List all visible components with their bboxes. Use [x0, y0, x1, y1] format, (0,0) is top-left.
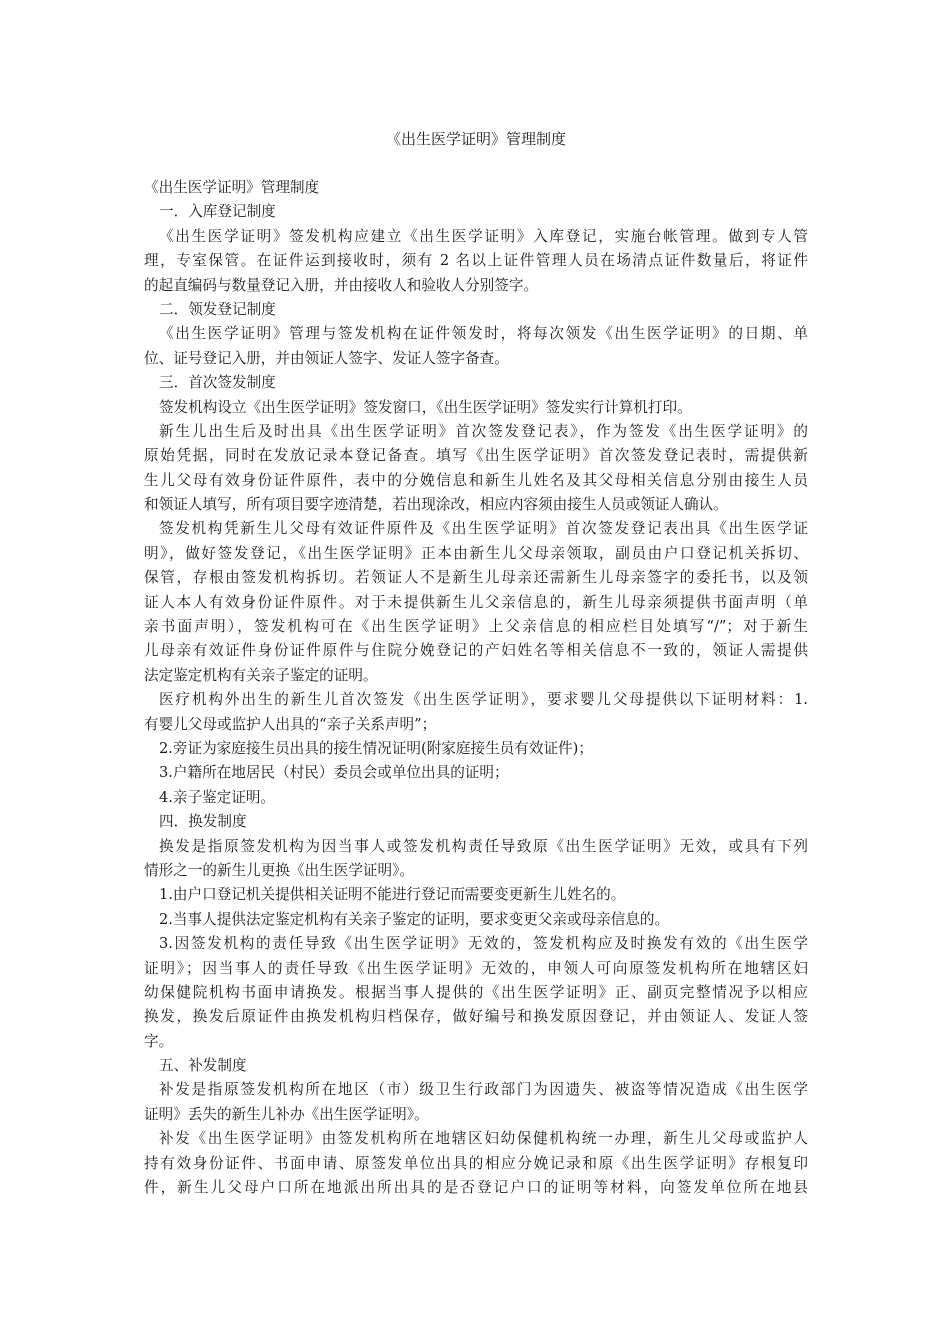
text-line: 签发机构设立《出生医学证明》签发窗口，《出生医学证明》签发实行计算机打印。: [159, 398, 692, 416]
text-line: 《出生医学证明》签发机构应建立《出生医学证明》入库登记，实施台帐管理。做到专人管: [159, 227, 808, 245]
text-line: 情形之一的新生儿更换《出生医学证明》。: [144, 861, 414, 879]
text-line: 1.由户口登记机关提供相关证明不能进行登记而需要变更新生儿姓名的。: [159, 886, 626, 904]
text-line: 原始凭据，同时在发放记录本登记备查。填写《出生医学证明》首次签发登记表时，需提供新: [144, 447, 808, 465]
text-line: 一．入库登记制度: [159, 203, 276, 221]
text-line: 法定鉴定机构有关亲子鉴定的证明。: [144, 666, 378, 684]
text-line: 补发《出生医学证明》由签发机构所在地辖区妇幼保健机构统一办理，新生儿父母或监护人: [159, 1130, 808, 1148]
text-line: 理，专室保管。在证件运到接收时，须有 2 名以上证件管理人员在场清点证件数量后，将证件: [144, 252, 808, 270]
text-line: 换发，换发后原证件由换发机构归档保存，做好编号和换发原因登记，并由领证人、发证人签: [144, 1008, 808, 1026]
text-line: 字。: [144, 1032, 174, 1050]
document-title: 《出生医学证明》管理制度: [385, 130, 566, 148]
text-line: 证明》；因当事人的责任导致《出生医学证明》无效的，申领人可向原签发机构所在地辖区妇: [144, 959, 808, 977]
text-line: 《出生医学证明》管理与签发机构在证件领发时，将每次领发《出生医学证明》的日期、单: [159, 325, 808, 343]
text-line: 位、证号登记入册，并由领证人签字、发证人签字备查。: [144, 349, 509, 367]
text-line: 二．领发登记制度: [159, 300, 276, 318]
text-line: 换发是指原签发机构为因当事人或签发机构责任导致原《出生医学证明》无效，或具有下列: [159, 837, 808, 855]
text-line: 证人本人有效身份证件原件。对于未提供新生儿父亲信息的，新生儿母亲须提供书面声明（单: [144, 593, 808, 611]
text-line: 3.户籍所在地居民（村民）委员会或单位出具的证明；: [159, 764, 509, 782]
text-line: 《出生医学证明》管理制度: [144, 179, 320, 196]
text-line: 幼保健院机构书面申请换发。根据当事人提供的《出生医学证明》正、副页完整情况予以相应: [144, 983, 808, 1001]
text-line: 五、补发制度: [159, 1057, 247, 1075]
text-line: 生儿父母有效身份证件原件，表中的分娩信息和新生儿姓名及其父母相关信息分别由接生人员: [144, 471, 808, 489]
text-line: 和领证人填写，所有项目要字迹清楚，若出现涂改，相应内容须由接生人员或领证人确认。: [144, 496, 728, 514]
text-line: 四．换发制度: [159, 813, 247, 831]
text-line: 保管，存根由签发机构拆切。若领证人不是新生儿母亲还需新生儿母亲签字的委托书，以及领: [144, 569, 808, 587]
text-line: 儿母亲有效证件身份证件原件与住院分娩登记的产妇姓名等相关信息不一致的，领证人需提供: [144, 642, 808, 660]
text-line: 签发机构凭新生儿父母有效证件原件及《出生医学证明》首次签发登记表出具《出生医学证: [159, 520, 808, 538]
text-line: 的起直编码与数量登记入册，并由接收人和验收人分别签字。: [144, 276, 539, 294]
text-line: 2.当事人提供法定鉴定机构有关亲子鉴定的证明，要求变更父亲或母亲信息的。: [159, 910, 670, 928]
text-line: 持有效身份证件、书面申请、原签发单位出具的相应分娩记录和原《出生医学证明》存根复印: [144, 1154, 808, 1172]
text-line: 证明》丢失的新生儿补办《出生医学证明》。: [144, 1105, 429, 1123]
text-line: 2.旁证为家庭接生员出具的接生情况证明(附家庭接生员有效证件)；: [159, 739, 593, 757]
text-line: 亲书面声明），签发机构可在《出生医学证明》上父亲信息的相应栏目处填写“/”；对于新生: [144, 618, 808, 636]
text-line: 3.因签发机构的责任导致《出生医学证明》无效的，签发机构应及时换发有效的《出生医学: [159, 935, 808, 953]
text-line: 4.亲子鉴定证明。: [159, 788, 276, 806]
text-line: 新生儿出生后及时出具《出生医学证明》首次签发登记表》，作为签发《出生医学证明》的: [159, 422, 808, 440]
text-line: 件，新生儿父母户口所在地派出所出具的是否登记户口的证明等材料，向签发单位所在地县: [144, 1179, 808, 1197]
text-line: 补发是指原签发机构所在地区（市）级卫生行政部门为因遗失、被盗等情况造成《出生医学: [159, 1081, 808, 1099]
text-line: 明》，做好签发登记，《出生医学证明》正本由新生儿父母亲领取，副员由户口登记机关拆切、: [144, 544, 808, 562]
text-line: 医疗机构外出生的新生儿首次签发《出生医学证明》，要求婴儿父母提供以下证明材料：1.: [159, 691, 808, 709]
document-body: [144, 176, 808, 1200]
text-line: 有婴儿父母或监护人出具的“亲子关系声明”；: [144, 715, 437, 733]
text-line: 三．首次签发制度: [159, 374, 276, 392]
